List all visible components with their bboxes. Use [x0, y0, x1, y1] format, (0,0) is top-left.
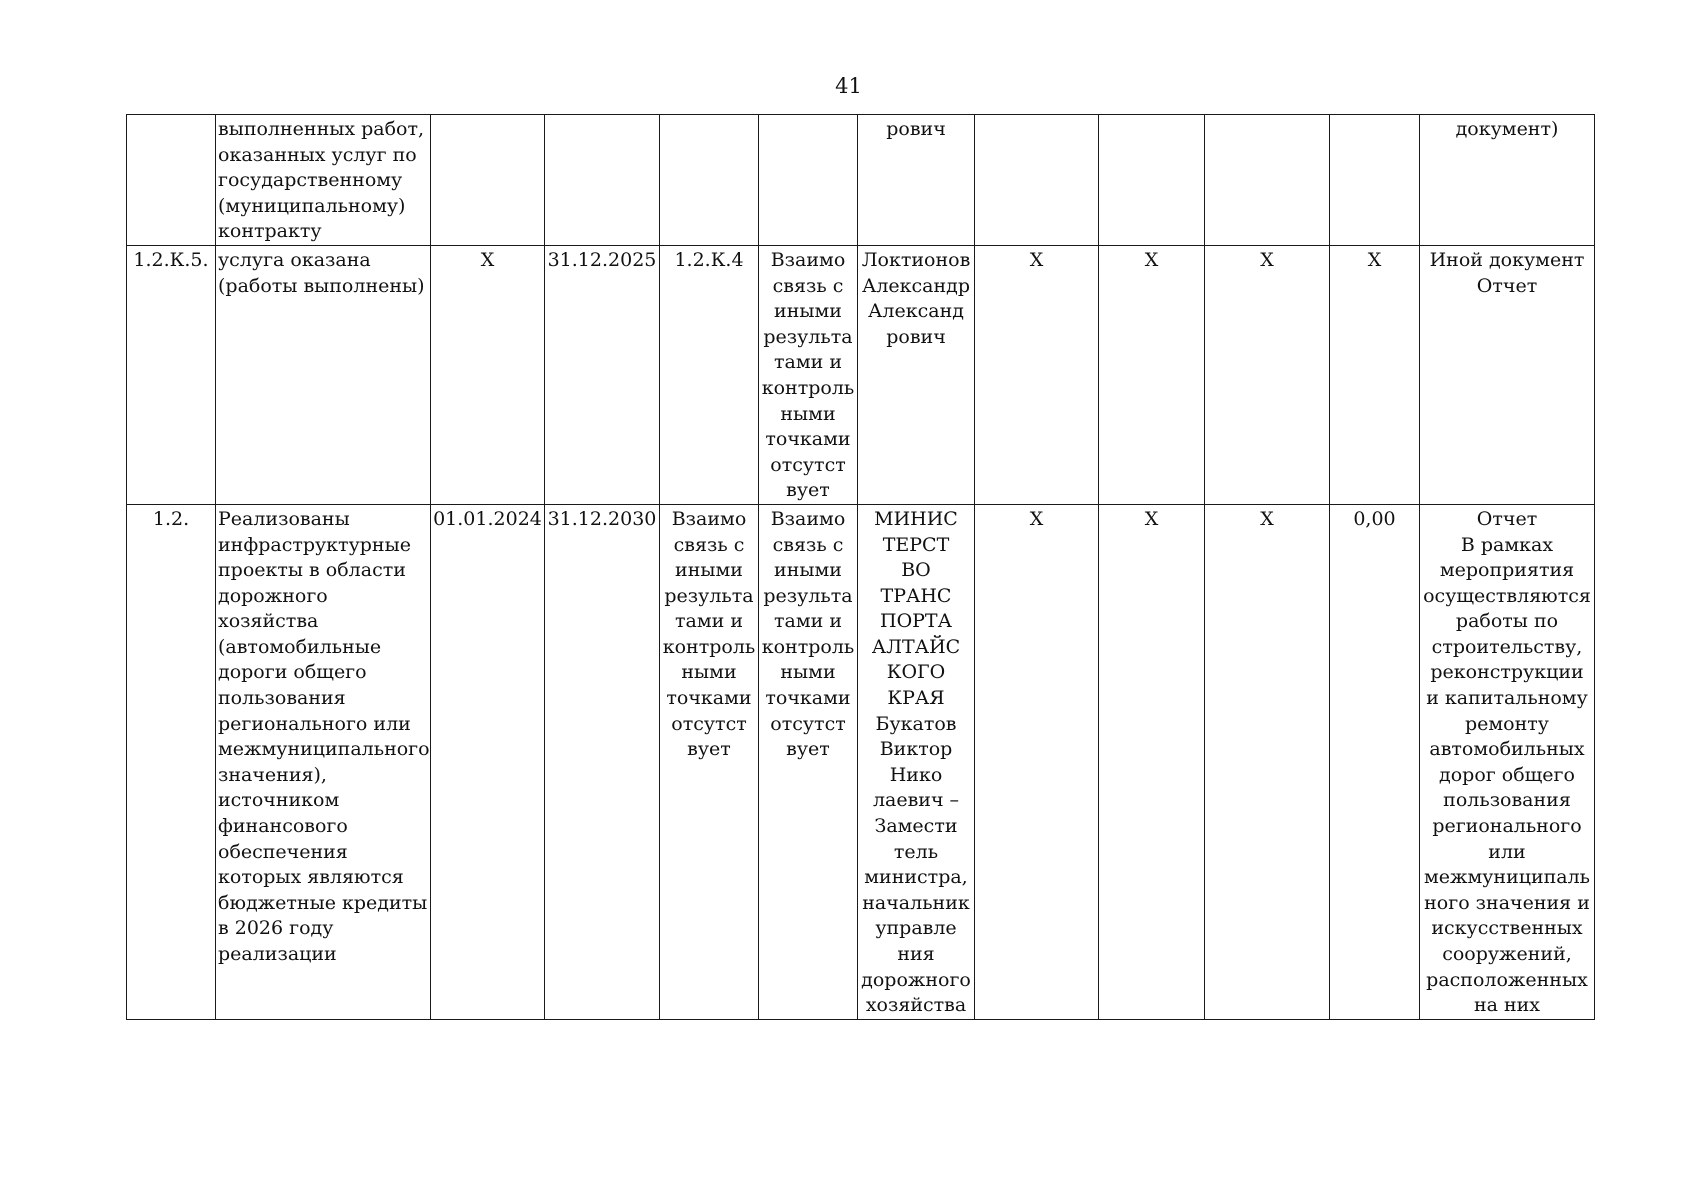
cell-col-8: X [975, 504, 1099, 1019]
cell-successor: Взаимо связь с иными результа тами и контроль ными точками отсутст вует [759, 504, 858, 1019]
cell-number: 1.2.К.5. [127, 245, 216, 504]
cell-col-11: X [1330, 245, 1420, 504]
cell-document: Отчет В рамках мероприятия осуществляются работы по строительству, реконструкции и капитальному ремонту автомобильных дорог общего пользования регионального или межмуниципаль ного значения и искусственных сооружений, расположенных на них [1420, 504, 1595, 1019]
cell-name: выполненных работ, оказанных услуг по государственному (муниципальному) контракту [216, 115, 431, 246]
cell-document: документ) [1420, 115, 1595, 246]
cell-col-10 [1205, 115, 1330, 246]
cell-col-10: X [1205, 245, 1330, 504]
cell-predecessor: 1.2.К.4 [660, 245, 759, 504]
cell-col-10: X [1205, 504, 1330, 1019]
table-row [127, 115, 1595, 246]
cell-col-9 [1099, 115, 1205, 246]
cell-name: Реализованы инфраструктурные проекты в области дорожного хозяйства (автомобильные дороги общего пользования регионального или межмуниципального значения), источником финансового обеспечения которых являются бюджетные кредиты в 2026 году реализации [216, 504, 431, 1019]
cell-responsible: рович [858, 115, 975, 246]
cell-successor [759, 115, 858, 246]
cell-name: услуга оказана (работы выполнены) [216, 245, 431, 504]
cell-end-date: 31.12.2025 [545, 245, 660, 504]
cell-successor: Взаимо связь с иными результа тами и контроль ными точками отсутст вует [759, 245, 858, 504]
cell-col-11: 0,00 [1330, 504, 1420, 1019]
cell-start-date [431, 115, 545, 246]
cell-start-date: X [431, 245, 545, 504]
cell-col-11 [1330, 115, 1420, 246]
cell-predecessor [660, 115, 759, 246]
table-row [127, 504, 1595, 1019]
cell-col-9: X [1099, 504, 1205, 1019]
cell-responsible: Локтионов Александр Александ рович [858, 245, 975, 504]
table-row [127, 245, 1595, 504]
cell-end-date: 31.12.2030 [545, 504, 660, 1019]
cell-col-8 [975, 115, 1099, 246]
cell-start-date: 01.01.2024 [431, 504, 545, 1019]
cell-predecessor: Взаимо связь с иными результа тами и контроль ными точками отсутст вует [660, 504, 759, 1019]
cell-col-9: X [1099, 245, 1205, 504]
cell-end-date [545, 115, 660, 246]
cell-document: Иной документ Отчет [1420, 245, 1595, 504]
cell-number [127, 115, 216, 246]
cell-number: 1.2. [127, 504, 216, 1019]
page-number: 41 [835, 74, 862, 98]
cell-col-8: X [975, 245, 1099, 504]
cell-responsible: МИНИС ТЕРСТ ВО ТРАНС ПОРТА АЛТАЙС КОГО КРАЯ Букатов Виктор Нико лаевич – Замести тель министра, начальник управле ния дорожного хозяйства [858, 504, 975, 1019]
results-table [126, 114, 1595, 1020]
